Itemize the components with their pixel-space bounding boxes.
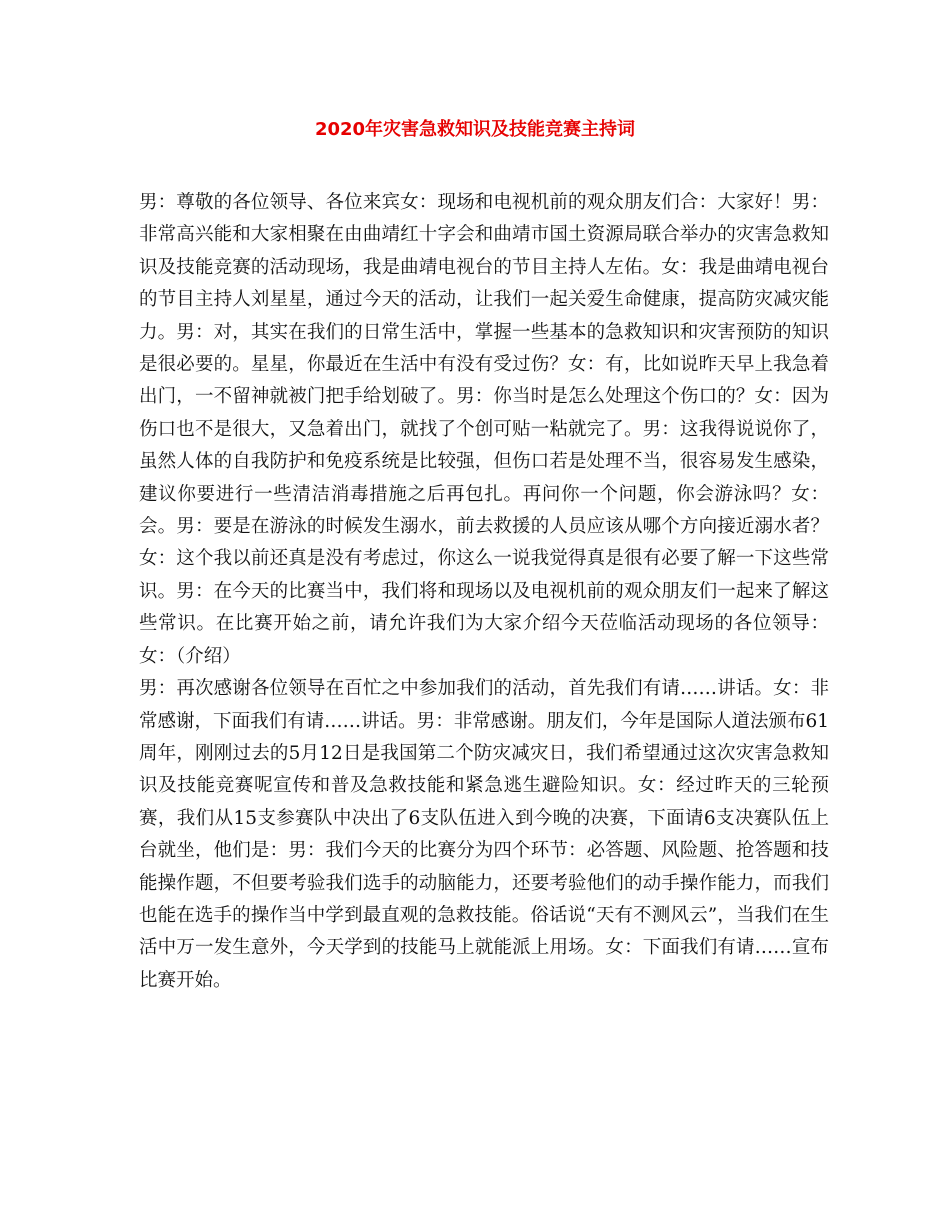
paragraph-2: 男：再次感谢各位领导在百忙之中参加我们的活动，首先我们有请……讲话。女：非常感谢，下面我们有请……讲话。男：非常感谢。朋友们，今年是国际人道法颁布61周年，刚刚过去的5月12日是我国第二个防灾减灾日，我们希望通过这次灾害急救知识及技能竞赛呢宣传和普及急救技能和紧急逃生避险知识。女：经过昨天的三轮预赛，我们从15支参赛队中决出了6支队伍进入到今晚的决赛，下面请6支决赛队伍上台就坐，他们是：男：我们今天的比赛分为四个环节：必答题、风险题、抢答题和技能操作题，不但要考验我们选手的动脑能力，还要考验他们的动手操作能力，而我们也能在选手的操作当中学到最直观的急救技能。俗话说“天有不测风云”，当我们在生活中万一发生意外，今天学到的技能马上就能派上用场。女：下面我们有请……宣布比赛开始。 <box>139 678 829 991</box>
paragraph-1: 男：尊敬的各位领导、各位来宾女：现场和电视机前的观众朋友们合：大家好！男：非常高兴能和大家相聚在由曲靖红十字会和曲靖市国土资源局联合举办的灾害急救知识及技能竞赛的活动现场，我是曲靖电视台的节目主持人左佑。女：我是曲靖电视台的节目主持人刘星星，通过今天的活动，让我们一起关爱生命健康，提高防灾减灾能力。男：对，其实在我们的日常生活中，掌握一些基本的急救知识和灾害预防的知识是很必要的。星星，你最近在生活中有没有受过伤？女：有，比如说昨天早上我急着出门，一不留神就被门把手给划破了。男：你当时是怎么处理这个伤口的？女：因为伤口也不是很大，又急着出门，就找了个创可贴一粘就完了。男：这我得说说你了，虽然人体的自我防护和免疫系统是比较强，但伤口若是处理不当，很容易发生感染，建议你要进行一些清洁消毒措施之后再包扎。再问你一个问题，你会游泳吗？女：会。男：要是在游泳的时候发生溺水，前去救援的人员应该从哪个方向接近溺水者？女：这个我以前还真是没有考虑过，你这么一说我觉得真是很有必要了解一下这些常识。男：在今天的比赛当中，我们将和现场以及电视机前的观众朋友们一起来了解这些常识。在比赛开始之前，请允许我们为大家介绍今天莅临活动现场的各位领导：女：（介绍） <box>139 192 829 667</box>
document-title: 2020年灾害急救知识及技能竞赛主持词 <box>314 119 636 140</box>
document-body <box>139 187 829 997</box>
